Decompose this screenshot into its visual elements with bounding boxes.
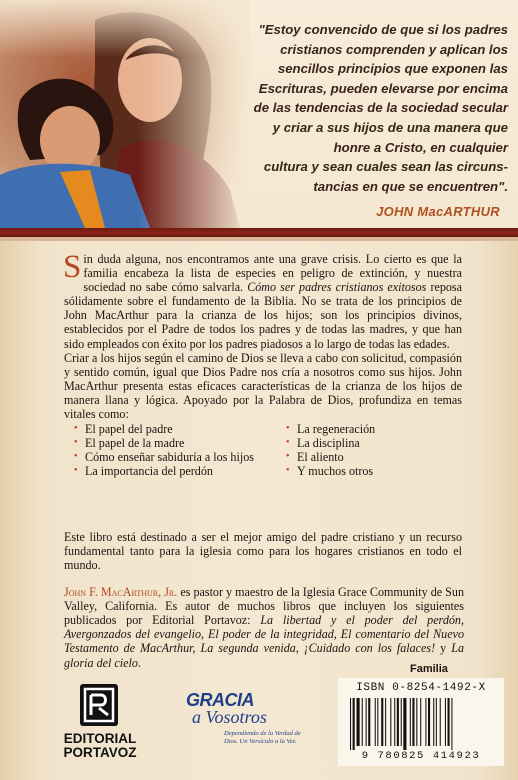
barcode-bar: [420, 698, 421, 746]
book-title: Cómo ser padres cristianos exitosos: [247, 280, 427, 295]
barcode-bar: [451, 698, 452, 750]
isbn-label: ISBN 0-8254-1492-X: [356, 682, 486, 694]
bullet-icon: •: [286, 437, 290, 448]
isbn-barcode-block: [338, 678, 504, 766]
barcode-bar: [368, 698, 370, 746]
gracia-logo: [184, 690, 304, 760]
barcode-bar: [362, 698, 363, 746]
barcode-bar: [433, 698, 434, 746]
synopsis-paragraph-2: Criar a los hijos según el camino de Dios se lleva a cabo con solicitud, compasión y sentido común, igual que Dios Padre nos cría a nosotros como sus hijos. John MacArthur presenta estas eficaces características de la crianza de los hijos de manera llana y lógica. Apoyado por la Palabra de Dios, profundiza en temas vitales como:: [64, 350, 462, 422]
drop-cap: S: [63, 249, 82, 285]
barcode-bar: [350, 698, 351, 750]
quote-line: Escrituras, pueden elevarse por encima: [258, 80, 508, 96]
synopsis-paragraph-1: [63, 249, 463, 351]
barcode-bar: [403, 698, 406, 750]
barcode-bar: [375, 698, 376, 746]
barcode-bar: [428, 698, 430, 746]
barcode-bar: [366, 698, 367, 746]
bullet-icon: •: [74, 437, 78, 448]
bullet-icon: •: [286, 423, 290, 434]
barcode-bar: [357, 698, 360, 746]
bio-book-titles: La libertad y el poder del perdón, Avergonzados del evangelio, El poder de la integridad, El comentario del Nuevo Testamento de MacArthur, La segunda venida, ¡Cuidado con los falaces!: [64, 613, 464, 656]
bio-book-title-last: La gloria del cielo: [64, 641, 464, 670]
quote-line: cultura y sean cuales sean las circuns-: [263, 159, 508, 175]
quote-line: tancias en que se encuentren".: [313, 178, 508, 194]
barcode-bar: [385, 698, 386, 746]
barcode-bar: [381, 698, 383, 746]
portavoz-emblem-icon: [80, 684, 118, 726]
barcode-bar: [416, 698, 417, 746]
barcode-bar: [401, 698, 402, 746]
synopsis: [63, 249, 463, 422]
gracia-subtitle: a Vosotros: [192, 707, 267, 727]
barcode-bar: [436, 698, 437, 746]
bio-author-name: John F. MacArthur, Jr.: [64, 585, 178, 600]
gracia-tagline: Dependiendo de la Verdad de Dios. Un Versículo a la Vez.: [224, 730, 301, 745]
publisher-logo: [56, 684, 146, 764]
list-item: • Cómo enseñar sabiduría a los hijos: [74, 450, 254, 464]
author-bio: John F. MacArthur, Jr. es pastor y maestro de la Iglesia Grace Community de Sun Valley, California. Es autor de muchos libros que incluyen los siguientes publicados por Editorial Portavoz: La libertad y el poder del perdón, Avergonzados del evangelio, El poder de la integridad, El comentario del Nuevo Testamento de MacArthur, La segunda venida, ¡Cuidado con los falaces! y La gloria del cielo.: [64, 585, 464, 670]
list-item: • Y muchos otros: [286, 464, 374, 478]
quote-author: JOHN MacARTHUR: [376, 204, 500, 219]
list-item: • La regeneración: [286, 422, 376, 436]
bullet-icon: •: [74, 423, 78, 434]
barcode-bar: [440, 698, 441, 746]
list-item: • El aliento: [286, 450, 344, 464]
endorsement-quote: [192, 20, 508, 196]
gracia-title: GRACIA: [186, 690, 254, 710]
topic-column-right: [286, 422, 456, 478]
quote-line: y criar a sus hijos de una manera que: [272, 119, 508, 135]
barcode-bar: [397, 698, 399, 746]
list-item: • El papel del padre: [74, 422, 173, 436]
list-item: • El papel de la madre: [74, 436, 185, 450]
barcode-bar: [390, 698, 391, 746]
list-item: • La disciplina: [286, 436, 360, 450]
barcode-bar: [353, 698, 355, 750]
divider-band: [0, 228, 518, 237]
barcode-bar: [412, 698, 414, 746]
bullet-icon: •: [286, 465, 290, 476]
bullet-icon: •: [74, 465, 78, 476]
quote-line: honre a Cristo, en cualquier: [333, 139, 508, 155]
quote-line: "Estoy convencido de que si los padres: [258, 22, 508, 37]
barcode-bar: [448, 698, 450, 746]
barcode-bar: [394, 698, 395, 746]
barcode-bar: [377, 698, 378, 746]
topic-column-left: [74, 422, 294, 478]
barcode-bar: [425, 698, 426, 746]
bullet-icon: •: [74, 451, 78, 462]
quote-line: de las tendencias de la sociedad secular: [253, 100, 508, 116]
category-label: Familia: [410, 663, 448, 675]
closing-paragraph: Este libro está destinado a ser el mejor amigo del padre cristiano y un recurso fundamental tanto para la iglesia como para los hogares cristianos en todo el mundo.: [64, 530, 462, 573]
quote-line: sencillos principios que exponen las: [277, 61, 508, 77]
barcode-bar: [445, 698, 446, 746]
barcode: [350, 698, 492, 750]
divider-band-light: [0, 237, 518, 241]
barcode-bar: [410, 698, 411, 746]
quote-band: [0, 0, 518, 228]
intro-text-cont: reposa sólidamente sobre el fundamento de la Biblia. No se trata de los principios de John MacArthur para la crianza de los hijos; son los principios divinos, establecidos por el Padre de todos los padres y de todas las madres, y que han sido empleados con éxito por los padres piadosos a lo largo de todas las edades.: [64, 280, 463, 351]
quote-line: cristianos comprenden y aplican los: [280, 41, 508, 57]
list-item: • La importancia del perdón: [74, 464, 213, 478]
publisher-name: EDITORIAL PORTAVOZ: [63, 731, 137, 760]
barcode-number: 9 780825 414923: [361, 750, 481, 762]
intro-text: in duda alguna, nos encontramos ante una grave crisis. Lo cierto es que la familia encabeza la lista de especies en peligro de extinción, y nuestra sociedad no sabe cómo salvarla.: [83, 252, 462, 295]
bullet-icon: •: [286, 451, 290, 462]
